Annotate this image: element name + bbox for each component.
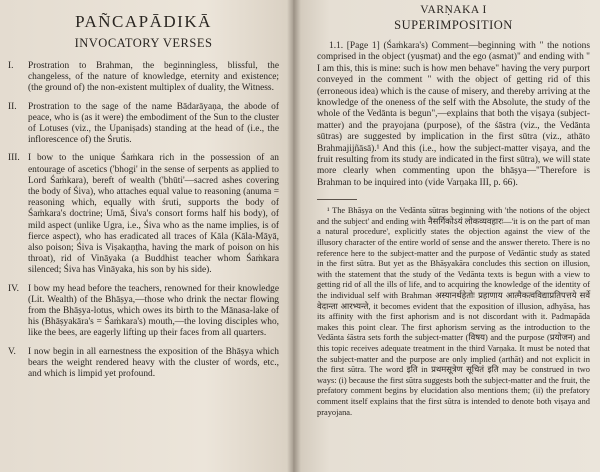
verse-item (8, 102, 279, 147)
section-heading: INVOCATORY VERSES (74, 36, 213, 50)
verse-number: II. (8, 101, 17, 112)
book-title: PAÑCAPĀDIKĀ (75, 12, 212, 31)
verse-item (8, 61, 279, 95)
verse-list (8, 61, 279, 380)
verse-item (8, 284, 279, 340)
main-paragraph: 1.1. [Page 1] (Śaṁkara's) Comment—beginning with " the notions comprised in the object (yuṣmat) and the ego (asmat)" and ending with " I am this, this is mine: such is how men behave" having the very purport conveyed in the comment " with the object of getting rid of this (erroneous idea) which is the cause of misery, and thereby arriving at the knowledge of the oneness of the self with the Absolute, the study of the whole of the Vedānta is begun",—explains that both the viṣaya (subject-matter) and the prayojana (purpose), of the śāstra (viz., the Vedānta sūtras) are suggested by implication in the first sūtra (viz., athāto Brahmajijñāsā).¹ And this (i.e., how the subject-matter viṣaya, and the fruit resulting from its study are indicated in the first sūtra), we will state more clearly when commenting upon the bhāṣya—"Therefore is Brahman to be inquired into (vide Varṇaka III, p. 66). (317, 41, 590, 188)
verse-text: Prostration to Brahman, the beginningless, blissful, the changeless, of the nature of knowledge, eternity and existence; (the ground of) the non-existent multiplex of duality, the Witness. (28, 61, 279, 94)
verse-text: I now begin in all earnestness the exposition of the Bhāṣya which bears the weight rendered heavy with the cluster of words, etc., and which is limpid yet profound. (28, 346, 279, 380)
book-gutter (287, 0, 301, 472)
verse-text: I bow to the unique Śaṁkara rich in the possession of an entourage of ascetics ('bhogi' in the sense of serpents as applied to Lord Śaṁkara), bereft of wealth ('bhūti'—sacred ashes covering the body of Śiva), who attaches equal value to reasoning (anuma = reasoning which, equally with śruti, supports the body of Śaṁkara's doctrine; Umā, Śiva's consort forms half his body), of mild aspect (unlike Ugra, i.e., Śiva who as the name implies, is of fierce aspect), who has eradicated all traces of Kāla (Kāla-Māyā, also poison; Śiva is Viṣakaṇṭha, having the mark of poison on his throat), rid of Vināyaka (a Buddhist teacher whom Śaṁkara silenced; Śiva has Vināyaka, his son by his side). (28, 153, 279, 276)
footnote: ¹ The Bhāṣya on the Vedānta sūtras beginning with 'the notions of the object and the subject' and ending with नैसर्गिकोऽयं लोकव्यवहारः—'it is on the part of man a natural procedure', explicitly states the objection against the view of the illusory character of the entire world of sense and the answer thereto. There is no reference here to the subject-matter and the purpose of Vedāntic study as stated in the first sūtra. But yet as the Bhāṣyakāra concludes this section on illusion, with the statement that the study of the Vedānta texts is begun with a view to getting rid of all the ills of life, and to acquiring the knowledge of the identity of the individual self with Brahman अस्यानर्थहेतोः प्रहाणाय आत्मैकत्वविद्याप्रतिपत्तये सर्वे वेदान्ता आरभ्यन्ते, it becomes evident that the exposition of illusion, adhyāsa, has its affinity with the first aphorism and is not discordant with it. Padmapāda makes this point clear. The first aphorism serving as the introduction to the Vedānta śāstra sets forth the subject-matter (विषय) and the purpose (प्रयोजन) and this topic receives adequate treatment in the third Varṇaka. It must be noted that the subject-matter and the purpose are only implied (arthāt) and not explicit in the first sūtra. The word इति in प्रथमसूत्रेण सूचितं इति may be construed in two ways: (i) because the first sūtra suggests both the subject-matter and the fruit, the prefatory comment begins by elucidation also mentions them; (ii) the prefatory comment itself explains that the first sūtra is intended to denote both viṣaya and prayojana. (317, 206, 590, 417)
verse-item (8, 347, 279, 381)
verse-number: III. (8, 153, 20, 164)
left-page (0, 0, 293, 472)
verse-number: IV. (8, 283, 20, 294)
chapter-title: SUPERIMPOSITION (394, 18, 513, 32)
verse-number: V. (8, 346, 16, 357)
footnote-rule (317, 199, 357, 200)
running-head: VARṆAKA I (420, 4, 487, 16)
verse-item (8, 153, 279, 276)
verse-text: I bow my head before the teachers, renowned for their knowledge (Lit. Wealth) of the Bhāṣya,—those who drink the nectar flowing from the Bhāṣya-lotus, which owes its birth to the Mānasa-lake of his (Bhāṣyakāra's = Śaṁkara's) mouth,—the loving disciples who, like the bees, are eagerly lifting up their faces from all quarters. (28, 283, 279, 339)
right-page (293, 0, 600, 472)
verse-text: Prostration to the sage of the name Bādarāyaṇa, the abode of peace, who is (as it were) the embodiment of the Sun to the cluster of Lotuses (viz., the Upaniṣads) standing at the head of (i.e., the inflorescence of) the Śrutis. (28, 101, 279, 146)
verse-number: I. (8, 61, 14, 71)
